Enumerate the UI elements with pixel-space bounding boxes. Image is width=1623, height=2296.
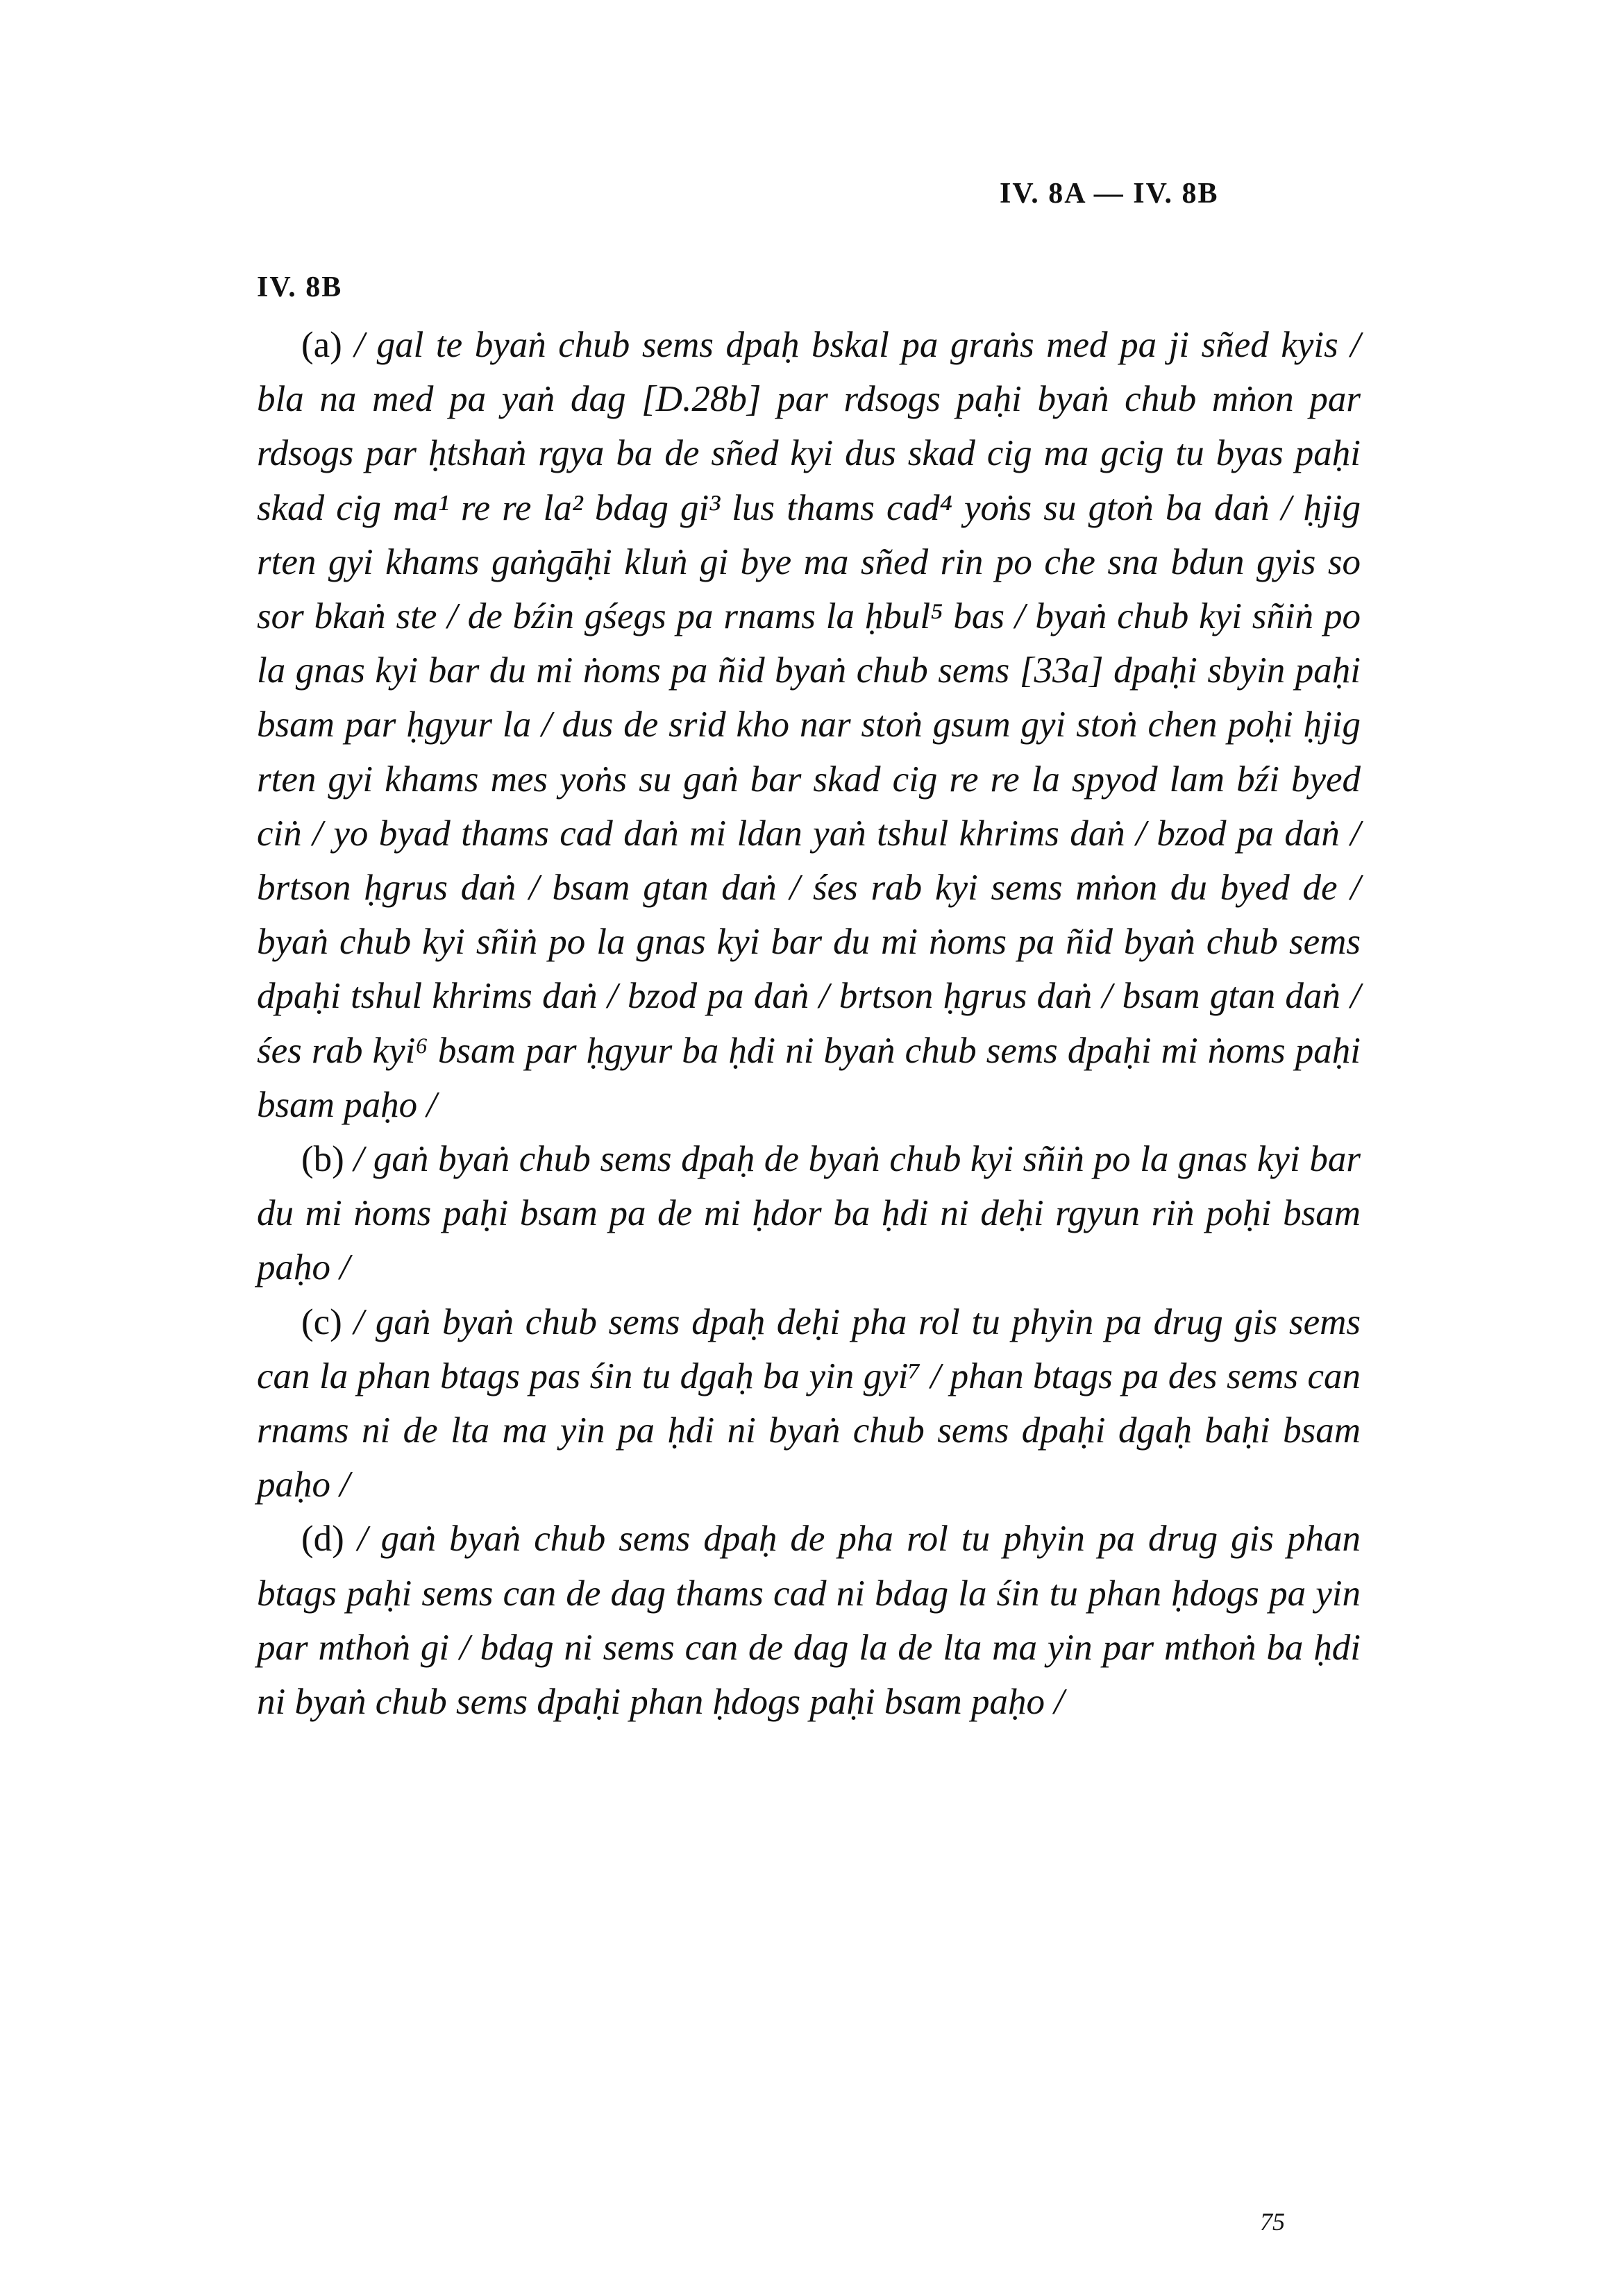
paragraph-text: / gaṅ byaṅ chub sems dpaḥ de pha rol tu phyin pa drug gis phan btags paḥi sems can de dag thams cad ni bdag la śin tu phan ḥdogs pa yin par mthoṅ gi / bdag ni sems can de dag la de lta ma yin par mthoṅ ba ḥdi ni byaṅ chub sems dpaḥi phan ḥdogs paḥi bsam paḥo / [257, 1519, 1361, 1723]
paragraph-b [257, 1132, 1361, 1295]
paragraph-text: / gaṅ byaṅ chub sems dpaḥ deḥi pha rol tu phyin pa drug gis sems can la phan btags pas śin tu dgaḥ ba yin gyi⁷ / phan btags pa des sems can rnams ni de lta ma yin pa ḥdi ni byaṅ chub sems dpaḥi dgaḥ baḥi bsam paḥo / [257, 1301, 1361, 1505]
paragraph-marker: (b) [301, 1139, 344, 1180]
section-label: IV. 8B [257, 271, 343, 303]
paragraph-marker: (a) [301, 325, 342, 365]
paragraph-marker: (c) [301, 1301, 342, 1342]
running-head: IV. 8A — IV. 8B [1000, 178, 1219, 210]
paragraph-marker: (d) [301, 1519, 344, 1560]
paragraph-a [257, 318, 1361, 1132]
page-number: 75 [1260, 2208, 1285, 2236]
text-body [257, 318, 1361, 1729]
paragraph-d [257, 1512, 1361, 1729]
paragraph-text: / gal te byaṅ chub sems dpaḥ bskal pa graṅs med pa ji sñed kyis / bla na med pa yaṅ dag [D.28b] par rdsogs paḥi byaṅ chub mṅon par rdsogs par ḥtshaṅ rgya ba de sñed kyi dus skad cig ma gcig tu byas paḥi skad cig ma¹ re re la² bdag gi³ lus thams cad⁴ yoṅs su gtoṅ ba daṅ / ḥjig rten gyi khams gaṅgāḥi kluṅ gi bye ma sñed rin po che sna bdun gyis so sor bkaṅ ste / de bźin gśegs pa rnams la ḥbul⁵ bas / byaṅ chub kyi sñiṅ po la gnas kyi bar du mi ṅoms pa ñid byaṅ chub sems [33a] dpaḥi sbyin paḥi bsam par ḥgyur la / dus de srid kho nar stoṅ gsum gyi stoṅ chen poḥi ḥjig rten gyi khams mes yoṅs su gaṅ bar skad cig re re la spyod lam bźi byed ciṅ / yo byad thams cad daṅ mi ldan yaṅ tshul khrims daṅ / bzod pa daṅ / brtson ḥgrus daṅ / bsam gtan daṅ / śes rab kyi sems mṅon du byed de / byaṅ chub kyi sñiṅ po la gnas kyi bar du mi ṅoms pa ñid byaṅ chub sems dpaḥi tshul khrims daṅ / bzod pa daṅ / brtson ḥgrus daṅ / bsam gtan daṅ / śes rab kyi⁶ bsam par ḥgyur ba ḥdi ni byaṅ chub sems dpaḥi mi ṅoms paḥi bsam paḥo / [257, 325, 1361, 1125]
paragraph-text: / gaṅ byaṅ chub sems dpaḥ de byaṅ chub kyi sñiṅ po la gnas kyi bar du mi ṅoms paḥi bsam pa de mi ḥdor ba ḥdi ni deḥi rgyun riṅ poḥi bsam paḥo / [257, 1139, 1361, 1288]
paragraph-c [257, 1295, 1361, 1512]
